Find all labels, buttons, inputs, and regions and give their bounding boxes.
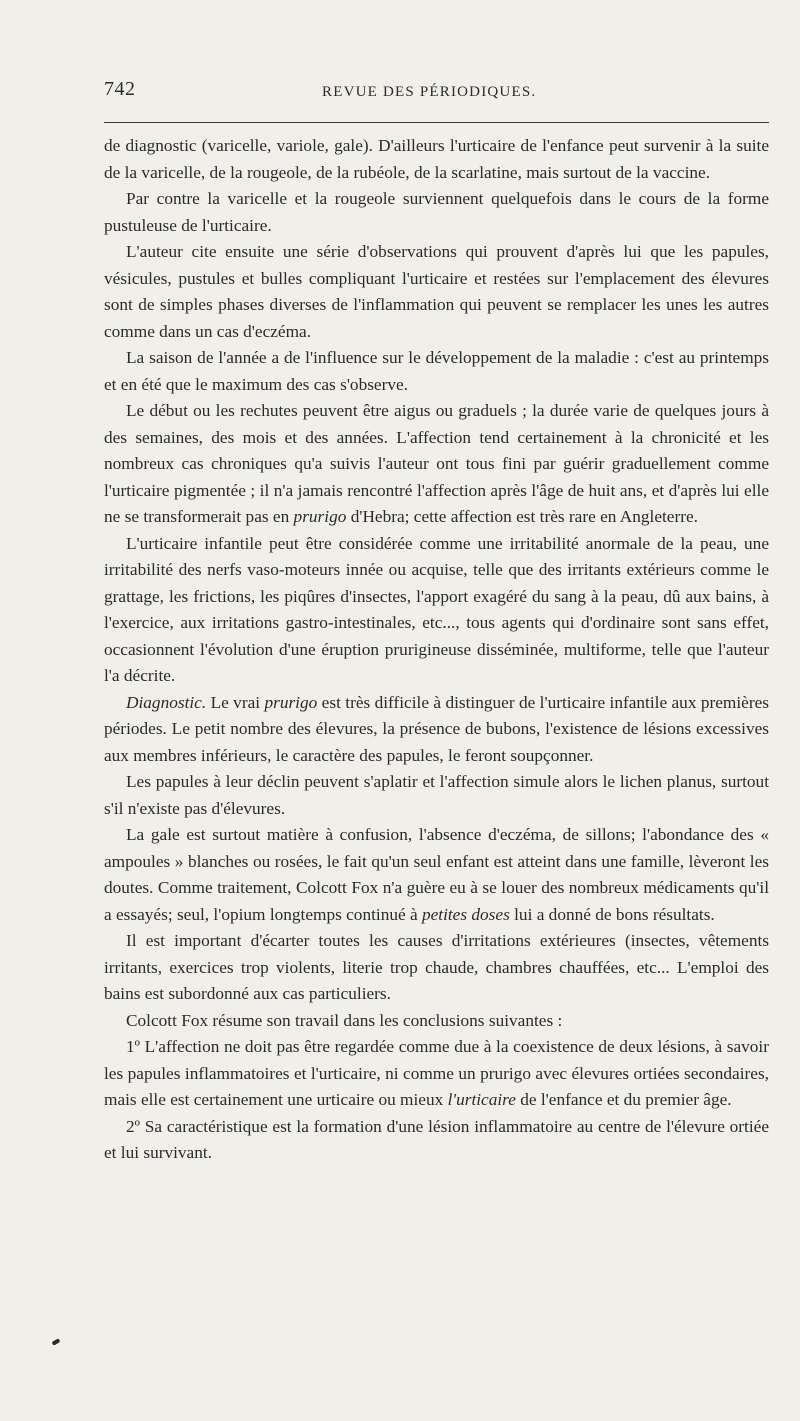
body-text [104,133,769,1167]
italic-term: prurigo [264,692,318,712]
paragraph-10: Il est important d'écarter toutes les causes d'irritations extérieures (insectes, vêtements irritants, exercices trop violents, literie trop chaude, chambres chauffées, etc... L'emploi des bains est subordonné aux cas particuliers. [104,931,769,1003]
section-label-diagnostic: Diagnostic. [126,692,207,712]
paragraph-1: de diagnostic (varicelle, variole, gale). D'ailleurs l'urticaire de l'enfance peut survenir à la suite de la varicelle, de la rougeole, de la rubéole, de la scarlatine, mais surtout de la vaccine. [104,136,769,182]
paragraph-12: 1º L'affection ne doit pas être regardée comme due à la coexistence de deux lésions, à savoir les papules inflammatoires et l'urticaire, ni comme un prurigo avec élevures ortiées secondaires, mais elle est certainement une urticaire ou mieux l'urticaire de l'enfance et du premier âge. [104,1037,769,1109]
ink-mark [52,1338,61,1345]
paragraph-13: 2º Sa caractéristique est la formation d'une lésion inflammatoire au centre de l'élevure ortiée et lui survivant. [104,1116,769,1162]
page-number: 742 [104,78,136,100]
italic-term: prurigo [293,507,347,526]
paragraph-9: La gale est surtout matière à confusion, l'absence d'eczéma, de sillons; l'abondance des « ampoules » blanches ou rosées, le fait qu'un seul enfant est atteint dans une famille, lèveront les doutes. Comme traitement, Colcott Fox n'a guère eu à se louer des nombreux médicaments qu'il a essayés; seul, l'opium longtemps continué à petites doses lui a donné de bons résultats. [104,825,769,924]
page-header [104,78,769,108]
paragraph-4: La saison de l'année a de l'influence sur le développement de la maladie : c'est au printemps et en été que le maximum des cas s'observe. [104,348,769,394]
paragraph-3: L'auteur cite ensuite une série d'observations qui prouvent d'après lui que les papules, vésicules, pustules et bulles compliquant l'urticaire et restées sur l'emplacement des élevures sont de simples phases diverses de l'inflammation qui peuvent se remplacer les unes les autres comme dans un cas d'eczéma. [104,242,769,341]
paragraph-6: L'urticaire infantile peut être considérée comme une irritabilité anormale de la peau, une irritabilité des nerfs vaso-moteurs innée ou acquise, telle que des irritants extérieurs comme le grattage, les frictions, les piqûres d'insectes, l'apport exagéré du sang à la peau, dû aux bains, à l'exercice, aux irritations gastro-intestinales, etc..., tous agents qui d'ordinaire sont sans effet, occasionnent l'évolution d'une éruption prurigineuse disséminée, multiforme, telle que l'auteur l'a décrite. [104,533,769,685]
header-rule [104,122,769,123]
paragraph-2: Par contre la varicelle et la rougeole surviennent quelquefois dans le cours de la forme pustuleuse de l'urticaire. [104,189,769,235]
running-head: REVUE DES PÉRIODIQUES. [322,84,537,100]
paragraph-11: Colcott Fox résume son travail dans les conclusions suivantes : [126,1010,563,1030]
paragraph-5: Le début ou les rechutes peuvent être aigus ou graduels ; la durée varie de quelques jours à des semaines, des mois et des années. L'affection tend certainement à la chronicité et les nombreux cas chroniques qu'a suivis l'auteur ont tous fini par guérir graduellement comme l'urticaire pigmentée ; il n'a jamais rencontré l'affection après l'âge de huit ans, et d'après lui elle ne se transformerait pas en prurigo d'Hebra; cette affection est très rare en Angleterre. [104,401,769,526]
paragraph-7: Diagnostic. Le vrai prurigo est très difficile à distinguer de l'urticaire infantile aux premières périodes. Le petit nombre des élevures, la présence de bubons, l'existence de lésions excessives aux membres inférieurs, le caractère des papules, le feront soupçonner. [104,692,769,765]
paragraph-8: Les papules à leur déclin peuvent s'aplatir et l'affection simule alors le lichen planus, surtout s'il n'existe pas d'élevures. [104,772,769,818]
italic-term: l'urticaire [447,1090,516,1109]
italic-term: petites doses [421,904,510,924]
